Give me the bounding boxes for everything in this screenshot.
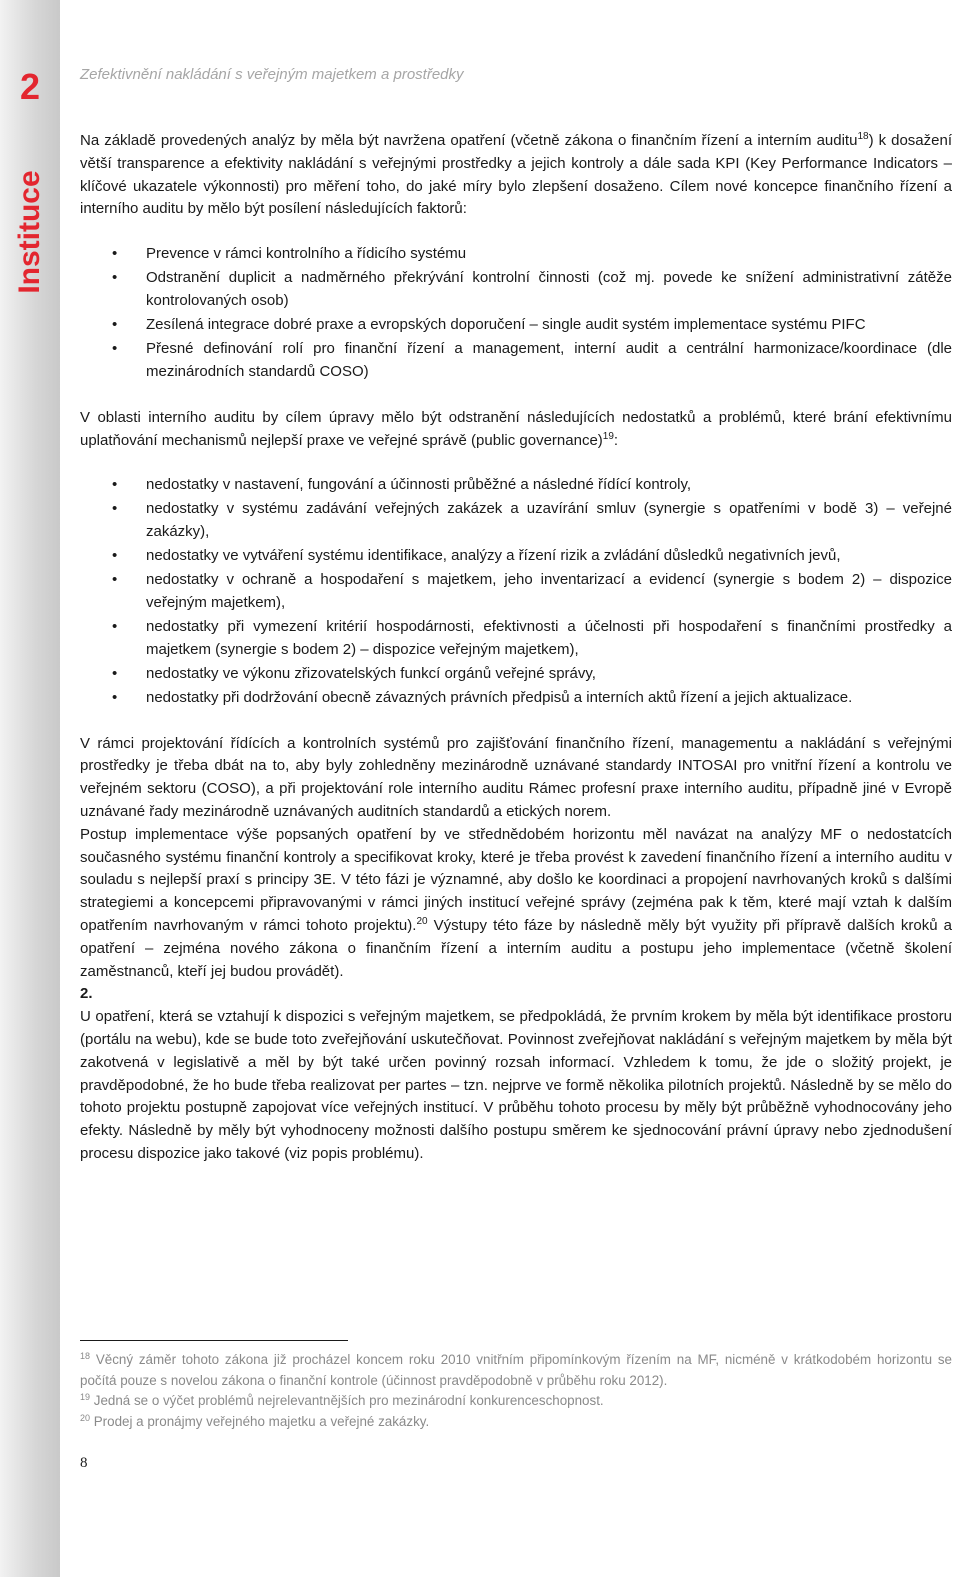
section-number: 2. (80, 985, 93, 1003)
bullet-icon: • (112, 617, 118, 635)
footnote-ref-18: 18 (857, 131, 869, 142)
list-item: • nedostatky ve výkonu zřizovatelských funkcí orgánů veřejné správy, (80, 663, 952, 686)
chapter-vertical-label: Instituce (13, 170, 46, 294)
footnote-18: $^{18}$ Věcný záměr tohoto zákona již procházel koncem roku 2010 vnitřním připomínkovým řízením na MF, nicméně v krátkodobém horizontu se počítá pouze s novelou zákona o finanční kontrole (účinnost pravděpodobně v průběhu roku 2012). (80, 1351, 952, 1388)
main-content (80, 130, 952, 1166)
paragraph-public-property: U opatření, která se vztahují k dispozici s veřejným majetkem, se předpokládá, že prvním krokem by měla být identifikace prostoru (portálu na webu), kde se bude toto zveřejňování uskutečňovat. Povinnost zveřejňovat nakládání s veřejným majetkem by měla být zakotvená v legislativě a měl by být také určen povinný rozsah informací. Vzhledem k tomu, že jde o složitý projekt, je pravděpodobné, že ho bude třeba realizovat per partes – tzn. nejprve ve formě několika pilotních projektů. Následně by se mělo do tohoto projektu postupně zapojovat více veřejných institucí. V průběhu tohoto procesu by měly být průběžně vyhodnocovány jeho efekty. Následně by měly být vyhodnoceny možnosti dalšího postupu směrem ke sjednocování právní úpravy nebo zjednodušení procesu dispozice jako takové (viz popis problému). (80, 1008, 952, 1162)
list-item: • Zesílená integrace dobré praxe a evropských doporučení – single audit systém implementace systému PIFC (80, 314, 952, 337)
list-item: • Prevence v rámci kontrolního a řídicího systému (80, 243, 952, 266)
page-number: 8 (80, 1455, 88, 1471)
footnote-divider (80, 1340, 348, 1341)
list-item: • nedostatky v nastavení, fungování a účinnosti průběžné a následné řídící kontroly, (80, 474, 952, 497)
paragraph-internal-audit: V oblasti interního auditu by cílem úpravy mělo být odstranění následujících nedostatků a problémů, které brání efektivnímu uplatňování mechanismů nejlepší praxe ve veřejné správě (public governance)$^{19}$: (80, 408, 952, 449)
paragraph-implementation: Postup implementace výše popsaných opatření by ve střednědobém horizontu měl navázat na analýzy MF o nedostatcích současného systému finanční kontroly a specifikovat kroky, které je třeba provést k zavedení finančního řízení a interního auditu v souladu s nejlepší praxí s principy 3E. V této fázi je významné, aby došlo ke koordinaci a propojení navrhovaných kroků s dalšími strategiemi a koncepcemi připravovanými v rámci jiných institucí veřejné správy (zejména pak k těm, které mají vztah k dalším opatřením navrhovaným v rámci tohoto projektu).$^{20}$ Výstupy této fáze by následně měly být využity při přípravě dalších kroků a opatření – zejména nového zákona o finančním řízení a interním auditu a postupu jeho implementace (včetně školení zaměstnanců, kteří jej budou provádět). (80, 825, 952, 980)
bullet-icon: • (112, 269, 118, 287)
footnote-19: $^{19}$ Jedná se o výčet problémů nejrelevantnějších pro mezinárodní konkurenceschopnost. (80, 1392, 604, 1408)
list-item: • nedostatky při dodržování obecně závazných právních předpisů a interních aktů řízení a jejich aktualizace. (80, 687, 952, 710)
footnote-ref-20: 20 (416, 915, 428, 927)
running-header-title: Zefektivnění nakládání s veřejným majetkem a prostředky (80, 66, 464, 83)
paragraph-standards: V rámci projektování řídících a kontrolních systémů pro zajišťování finančního řízení, managementu a nakládání s veřejnými prostředky je třeba dbát na to, aby byly zohledněny mezinárodně uznávané standardy INTOSAI pro vnitřní řízení a kontrolu ve veřejném sektoru (COSO), a při projektování role interního auditu Rámec profesní praxe interního auditu, případně jiné v Evropě uznávané řady mezinárodně uznávaných auditních standardů a etických norem. (80, 734, 952, 820)
bullet-list-factors (80, 243, 952, 383)
list-item: • nedostatky v ochraně a hospodaření s majetkem, jeho inventarizací a evidencí (synergie s bodem 2) – dispozice veřejným majetkem), (112, 571, 952, 611)
list-item: • nedostatky při vymezení kritérií hospodárnosti, efektivnosti a účelnosti při hospodaření s finančními prostředky a majetkem (synergie s bodem 2) – dispozice veřejným majetkem), (112, 617, 952, 658)
list-item: • Přesné definování rolí pro finanční řízení a management, interní audit a centrální harmonizace/koordinace (dle mezinárodních standardů COSO) (112, 339, 952, 380)
bullet-list-deficiencies (80, 474, 952, 709)
chapter-number: 2 (19, 66, 41, 107)
list-item: • nedostatky v systému zadávání veřejných zakázek a uzavírání smluv (synergie s opatřeními v bodě 3) – veřejné zakázky), (112, 500, 952, 541)
bullet-icon: • (112, 245, 118, 263)
list-item: • nedostatky ve vytváření systému identifikace, analýzy a řízení rizik a zvládání důsledků negativních jevů, (80, 545, 952, 568)
bullet-icon: • (112, 315, 118, 333)
paragraph-intro: Na základě provedených analýz by měla být navržena opatření (včetně zákona o finančním řízení a interním auditu$^{18}$) k dosažení větší transparence a efektivity nakládání s veřejnými prostředky a jejich kontroly a dále sada KPI (Key Performance Indicators – klíčové ukazatele výkonnosti) pro měření toho, do jaké míry bylo zlepšení dosaženo. Cílem nové koncepce finančního řízení a interního auditu by mělo být posílení následujících faktorů: (80, 131, 952, 218)
bullet-icon: • (112, 500, 118, 518)
footnotes (80, 1350, 952, 1432)
footnote-20: $^{20}$ Prodej a pronájmy veřejného majetku a veřejné zakázky. (80, 1412, 430, 1429)
bullet-icon: • (112, 476, 118, 494)
bullet-icon: • (112, 688, 118, 706)
bullet-icon: • (112, 571, 118, 589)
bullet-icon: • (112, 547, 118, 565)
footnote-ref-19: 19 (602, 430, 614, 442)
bullet-icon: • (112, 664, 118, 682)
bullet-icon: • (112, 339, 118, 357)
list-item: • Odstranění duplicit a nadměrného překrývání kontrolní činnosti (což mj. povede ke snížení administrativní zátěže kontrolovaných osob) (112, 269, 952, 309)
